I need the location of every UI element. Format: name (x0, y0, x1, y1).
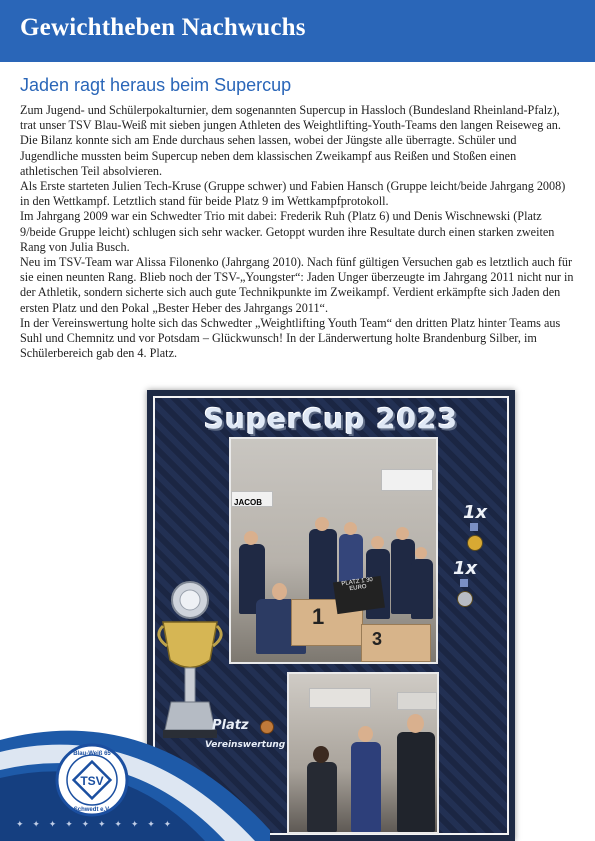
logo-center-text: TSV (80, 774, 104, 788)
header-bar (0, 0, 595, 62)
article-body (20, 103, 576, 361)
sponsor-banner (231, 491, 273, 507)
article-paragraph: Als Erste starteten Julien Tech-Kruse (Gruppe schwer) und Fabien Hansch (Gruppe leicht/beide Jahrgang 2008) in den Wettkampf. Letztlich stand für beide Platz 9 im Wettkampfprotokoll. (20, 179, 566, 209)
athlete-head (244, 531, 258, 545)
athlete-head (272, 583, 287, 600)
athlete-head (371, 536, 384, 549)
athlete-head (344, 522, 357, 535)
tsv-logo (55, 743, 129, 817)
article-heading: Jaden ragt heraus beim Supercup (20, 75, 292, 95)
article-paragraph: Im Jahrgang 2009 war ein Schwedter Trio mit dabei: Frederik Ruh (Platz 6) und Denis Wischnewski (Platz 9/beide Gruppe leicht) schlugen sich sehr wacker. Getoppt wurden ihre Resultate durch einen starken zweiten Rang von Julia Busch. (20, 209, 555, 254)
article-paragraph: In der Vereinswertung holte sich das Schwedter „Weightlifting Youth Team“ den dritten Platz hinter Teams aus Suhl und Chemnitz und vor Potsdam – Glückwunsch! In der Länderwertung holte Brandenburg Silber, im Schülerbereich gab den 4. Platz. (20, 315, 561, 361)
page-title: Gewichtheben Nachwuchs (20, 14, 306, 41)
podium-number: 3 (372, 629, 383, 649)
podium-third (361, 624, 431, 662)
gold-medal-group (463, 502, 487, 551)
athlete-head (415, 547, 427, 559)
banner-brand: JACOB (234, 498, 263, 507)
logo-bottom-text: Schwedt e.V. (73, 807, 111, 813)
prize-sign: PLATZ 1 30 EURO (333, 576, 385, 614)
silver-medal-icon (457, 591, 473, 607)
athlete (309, 529, 337, 601)
medal-ribbon (470, 523, 478, 531)
medal-ribbon (460, 579, 468, 587)
gold-medal-icon (467, 535, 483, 551)
article-paragraph: Zum Jugend- und Schülerpokalturnier, dem sogenannten Supercup in Hassloch (Bundesland Rheinland-Pfalz), trat unser TSV Blau-Weiß mit sieben jungen Athleten des Weightlifting-Youth-Teams den langen Reiseweg an. Die Bilanz konnte sich am Ende durchaus sehen lassen, wobei der Jüngste alle überragte. Schüler und Jugendliche mussten beim Supercup neben dem klassischen Zweikampf aus Reißen und Stoßen einen athletischen Teil absolvieren. (20, 103, 561, 178)
podium-photo (229, 437, 438, 664)
podium-number: 1 (312, 604, 325, 629)
athlete-head (315, 517, 329, 531)
logo-top-text: Blau-Weiß 65 (73, 751, 111, 757)
athlete (411, 559, 433, 619)
footer-decoration: ✦ ✦ ✦ ✦ ✦ ✦ ✦ ✦ ✦ ✦ (16, 820, 175, 830)
collage-title: SuperCup 2023 (203, 402, 459, 435)
gold-count: 1x (463, 502, 488, 523)
silver-count: 1x (453, 558, 478, 579)
platz-label: Platz (212, 718, 249, 733)
silver-medal-group (453, 558, 477, 607)
article-paragraph: Neu im TSV-Team war Alissa Filonenko (Jahrgang 2010). Nach fünf gültigen Versuchen gab es letztlich auch für sie einen neunten Rang. Blieb noch der TSV-„Youngster“: Jaden Unger überzeugte im Jahrgang 2011 nicht nur in der Athletik, sondern sicherte sich auch gute Technikpunkte im Zweikampf. Verdient erkämpfte sich Jaden den ersten Platz und den Pokal „Bester Heber des Jahrgangs 2011“. (20, 255, 574, 315)
athlete-head (396, 527, 409, 540)
platz-sublabel: Vereinswertung (205, 740, 286, 750)
sponsor-banner (381, 469, 433, 491)
